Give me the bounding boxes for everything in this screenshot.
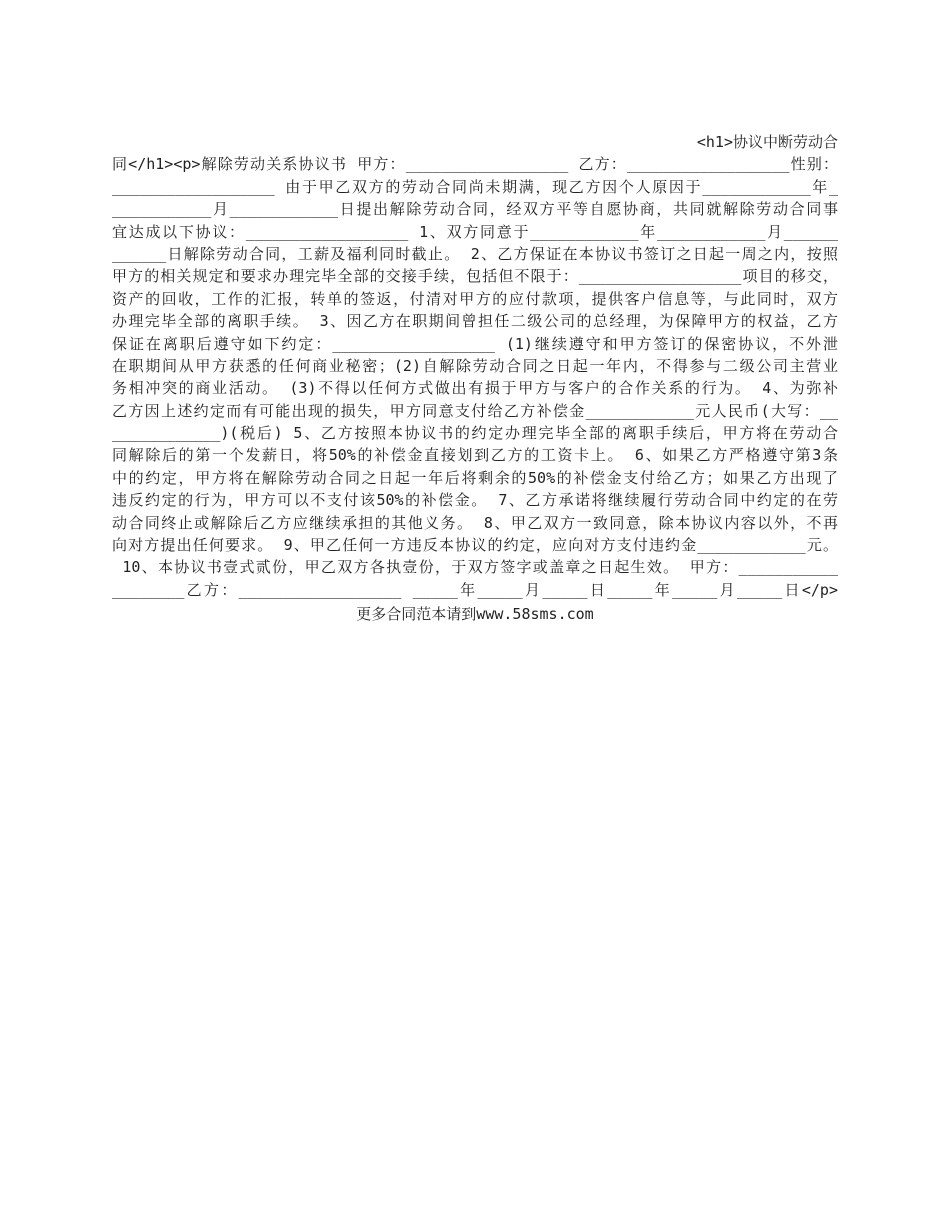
title-line: <h1>协议中断劳动合 bbox=[696, 133, 838, 151]
body-line: 向对方提出任何要求。 9、甲乙任何一方违反本协议的约定，应向对方支付违约金____________元。 bbox=[112, 536, 838, 555]
body-line: 宜达成以下协议：__________________ 1、双方同意于____________年____________月______ bbox=[112, 222, 838, 241]
body-line: 乙方因上述约定而有可能出现的损失，甲方同意支付给乙方补偿金____________元人民币(大写：__ bbox=[112, 401, 838, 420]
body-line: 同解除后的第一个发薪日，将50%的补偿金直接划到乙方的工资卡上。 6、如果乙方严格遵守第3条 bbox=[112, 446, 838, 465]
document-body bbox=[112, 131, 838, 601]
body-line: ___________月____________日提出解除劳动合同，经双方平等自愿协商，共同就解除劳动合同事 bbox=[112, 200, 838, 219]
body-line: 动合同终止或解除后乙方应继续承担的其他义务。 8、甲乙双方一致同意，除本协议内容以外，不再 bbox=[112, 513, 838, 532]
body-line: 甲方的相关规定和要求办理完毕全部的交接手续，包括但不限于：__________________项目的移交， bbox=[112, 267, 838, 286]
body-line: 违反约定的行为，甲方可以不支付该50%的补偿金。 7、乙方承诺将继续履行劳动合同中约定的在劳 bbox=[112, 491, 838, 510]
footer-link-text: 更多合同范本请到www.58sms.com bbox=[356, 605, 594, 623]
body-line: 在职期间从甲方获悉的任何商业秘密；(2)自解除劳动合同之日起一年内，不得参与二级公司主营业 bbox=[112, 356, 838, 375]
body-line: ____________)(税后) 5、乙方按照本协议书的约定办理完毕全部的离职手续后，甲方将在劳动合 bbox=[112, 424, 838, 443]
body-line: 保证在离职后遵守如下约定：__________________ (1)继续遵守和甲方签订的保密协议，不外泄 bbox=[112, 334, 838, 353]
body-line: ________乙方：__________________ _____年_____月_____日_____年_____月_____日</p> bbox=[112, 580, 838, 599]
body-line: __________________ 由于甲乙双方的劳动合同尚未期满，现乙方因个人原因于____________年_ bbox=[112, 177, 838, 196]
body-line: 办理完毕全部的离职手续。 3、因乙方在职期间曾担任二级公司的总经理，为保障甲方的权益，乙方 bbox=[112, 312, 838, 331]
body-line: 资产的回收，工作的汇报，转单的签返，付清对甲方的应付款项，提供客户信息等，与此同时，双方 bbox=[112, 289, 838, 308]
body-line: 中的约定，甲方将在解除劳动合同之日起一年后将剩余的50%的补偿金支付给乙方；如果乙方出现了 bbox=[112, 468, 838, 487]
body-line: ______日解除劳动合同，工薪及福利同时截止。 2、乙方保证在本协议书签订之日起一周之内，按照 bbox=[112, 244, 838, 263]
body-line: 务相冲突的商业活动。 (3)不得以任何方式做出有损于甲方与客户的合作关系的行为。 4、为弥补 bbox=[112, 379, 838, 398]
body-line: 10、本协议书壹式贰份，甲乙双方各执壹份，于双方签字或盖章之日起生效。 甲方：___________ bbox=[112, 558, 838, 577]
body-line: 同</h1><p>解除劳动关系协议书 甲方：__________________ 乙方：__________________性别： bbox=[112, 155, 838, 174]
